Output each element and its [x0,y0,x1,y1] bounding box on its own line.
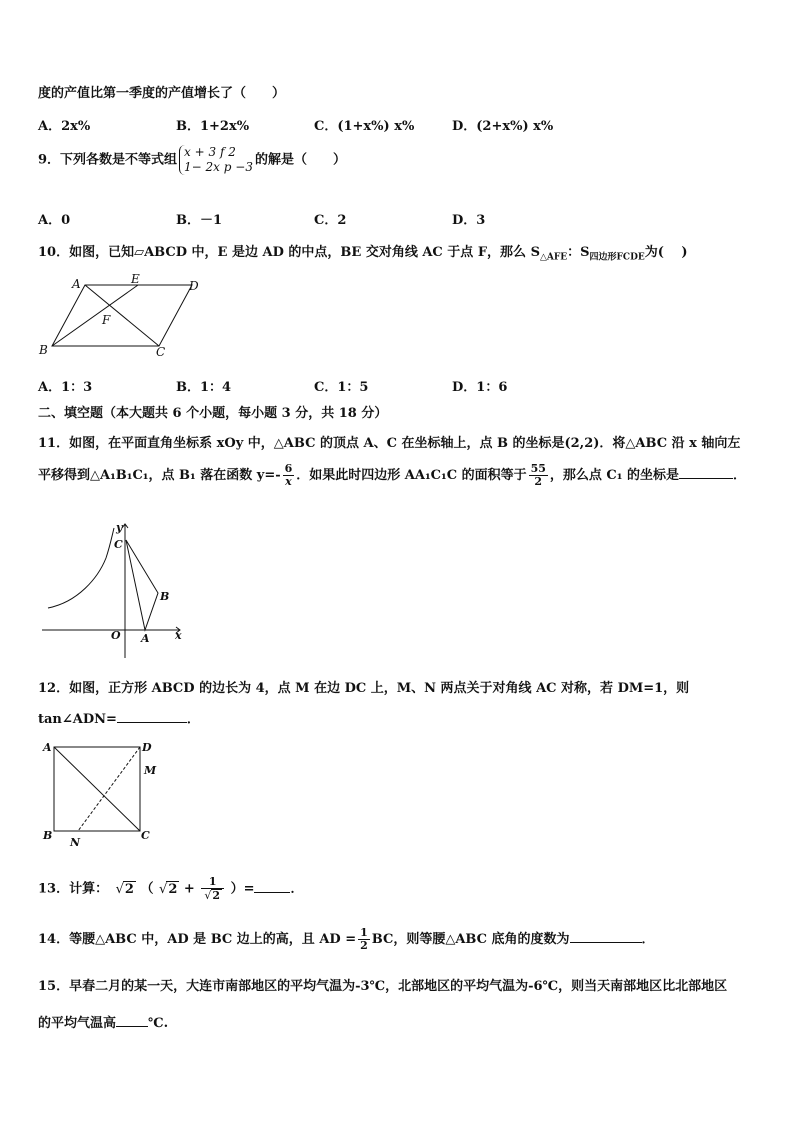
q10-option-a: A．1：3 [38,380,93,395]
q11-triangle-abc [126,540,158,630]
q10-tail: 为( ) [644,245,688,260]
q13-frac-num: 1 [201,876,224,889]
q12-label-b: B [43,829,53,842]
q10-label-c: C [156,345,166,359]
q11-fraction-6-over-x [283,463,295,488]
q12-square-figure [38,738,168,850]
q10-parallelogram-figure [36,272,206,362]
q9-option-a: A．0 [38,213,71,228]
q13-frac-den-sqrt: √ 2 [211,889,222,902]
q13-frac-den [201,889,224,902]
q11-frac1-den: x [285,475,292,488]
q12-line2-end: ． [186,712,200,727]
q15-line2-text: 的平均气温高 [38,1016,117,1031]
q13-close: ）= [230,881,255,897]
q9-ineq-2: 1− 2x p −3 [184,160,253,174]
q13-line [38,876,303,902]
q11-line2-a: 平移得到△A₁B₁C₁，点 B₁ 落在函数 y=- [38,468,281,483]
q13-end: ． [290,881,304,897]
q10-label-d: D [189,279,199,293]
q12-line1: 12．如图，正方形 ABCD 的边长为 4，点 M 在边 DC 上，M、N 两点关于对角线 AC 对称，若 DM=1，则 [38,681,690,696]
q11-label-c: C [114,538,123,551]
q9-option-d: D．3 [452,213,486,228]
q11-label-x: x [175,629,182,642]
q11-answer-blank[interactable] [679,466,733,479]
q10-diagonal-ac [85,285,159,346]
q9-number: 9．下列各数是不等式组 [38,152,178,168]
q14-text-a: 14．等腰△ABC 中，AD 是 BC 边上的高，且 AD = [38,932,357,947]
q11-line2-end: ． [732,468,746,483]
q14-end: ． [641,932,655,947]
q12-label-c: C [141,829,150,842]
q15-answer-blank[interactable] [116,1014,148,1027]
q8-stem: 度的产值比第一季度的产值增长了（ ） [38,86,286,101]
q12-label-a: A [43,741,52,754]
q14-frac-den: 2 [360,939,368,952]
q10-label-a: A [72,277,81,291]
q11-line2 [38,463,746,488]
q10-label-f: F [102,313,111,327]
q9-inequality-system [179,145,253,175]
q11-label-a: A [141,632,150,645]
q15-line2-end: ℃. [148,1016,169,1031]
q14-text-b: BC，则等腰△ABC 底角的度数为 [371,932,570,947]
q9-option-c: C．2 [314,213,347,228]
q11-line2-b: ．如果此时四边形 AA₁C₁C 的面积等于 [296,468,527,483]
q10-stem-text: 10．如图，已知▱ABCD 中，E 是边 AD 的中点，BE 交对角线 AC 于点 F，那么 S [38,245,540,260]
q10-option-d: D．1：6 [452,380,508,395]
q12-label-d: D [142,741,152,754]
q12-label-n: N [70,836,81,849]
q11-line2-c: ，那么点 C₁ 的坐标是 [549,468,679,483]
q10-label-e: E [131,272,140,286]
q14-frac-num: 1 [360,926,368,939]
q12-line2-text: tan∠ADN= [38,712,117,727]
q9-tail: 的解是（ ） [254,152,346,168]
q12-answer-blank[interactable] [117,710,187,723]
q11-line1: 11．如图，在平面直角坐标系 xOy 中，△ABC 的顶点 A、C 在坐标轴上，点 B 的坐标是(2,2)．将△ABC 沿 x 轴向左 [38,436,741,451]
q11-coordinate-figure [38,518,188,662]
q12-line2 [38,708,200,727]
q8-option-d: D．(2+x%) x% [452,119,554,134]
q11-frac2-num: 55 [530,462,546,475]
q10-option-c: C．1：5 [314,380,369,395]
q9-ineq-1: x + 3 f 2 [184,145,236,159]
q13-sqrt-2: √ 2 [123,881,136,897]
q13-sqrt-2-inner: √ 2 [166,881,179,897]
q9-stem [38,145,346,175]
q12-segment-dn [78,747,140,831]
q12-label-m: M [144,764,157,777]
q14-line [38,927,655,952]
q8-option-b: B．1+2x% [176,119,250,134]
q14-answer-blank[interactable] [570,930,642,943]
q10-label-b: B [39,343,48,357]
q11-fraction-55-over-2 [529,463,548,488]
q10-option-b: B．1：4 [176,380,232,395]
q15-line1: 15．早春二月的某一天，大连市南部地区的平均气温为-3℃，北部地区的平均气温为-6℃，则当天南部地区比北部地区 [38,979,728,994]
q13-open-paren: （ [140,881,154,897]
q8-option-c: C．(1+x%) x% [314,119,415,134]
q14-fraction-half [358,927,370,952]
q12-diagonal-ac [54,747,140,831]
section-fill-in-heading: 二、填空题（本大题共 6 个小题，每小题 3 分，共 18 分） [38,406,388,421]
q10-sub-fcde: 四边形FCDE [589,252,645,263]
q10-stem [38,241,688,263]
q10-sub-afe: △AFE [539,252,568,263]
q11-label-o: O [111,629,121,642]
q13-answer-blank[interactable] [254,880,290,893]
q10-mid: ：S [567,245,590,260]
q10-segment-be [52,285,138,346]
q11-frac2-den: 2 [534,475,543,488]
q15-line2 [38,1012,168,1031]
q11-label-y: y [116,521,123,534]
q13-plus: + [183,881,195,897]
q11-frac1-num: 6 [284,462,293,475]
q11-hyperbola-curve [48,528,114,608]
q13-fraction [201,876,224,902]
q9-option-b: B．－1 [176,213,223,228]
q13-prefix: 13．计算： [38,881,109,897]
q11-label-b: B [160,590,170,603]
q8-option-a: A．2x% [38,119,91,134]
